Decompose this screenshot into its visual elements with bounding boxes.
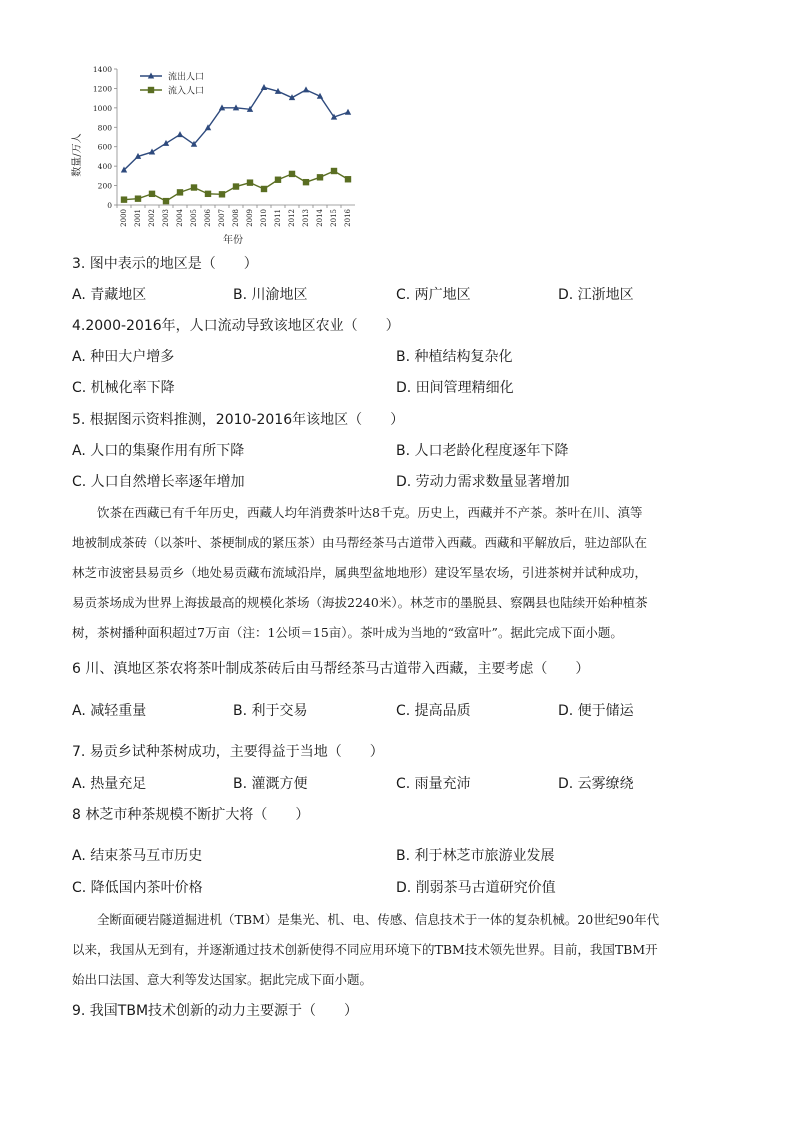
inflow-point xyxy=(177,189,183,195)
series-line-1 xyxy=(124,87,348,170)
x-tick-label: 2011 xyxy=(274,209,282,227)
chart-axes xyxy=(93,65,355,227)
passage-line: 全断面硬岩隧道掘进机（TBM）是集光、机、电、传感、信息技术于一体的复杂机械。20世纪90年代 xyxy=(72,912,660,927)
tea-passage xyxy=(72,498,720,648)
y-tick-label: 600 xyxy=(97,142,112,152)
q5-option-a[interactable]: A. 人口的集聚作用有所下降 xyxy=(72,443,245,459)
inflow-point xyxy=(261,186,267,192)
q6-option-d[interactable]: D. 便于储运 xyxy=(558,703,634,719)
q8-option-a[interactable]: A. 结束茶马互市历史 xyxy=(72,848,203,864)
question-7-stem: 7. 易贡乡试种茶树成功，主要得益于当地（ ） xyxy=(72,744,384,760)
inflow-point xyxy=(149,191,155,197)
legend-marker xyxy=(148,87,154,93)
q4-option-b[interactable]: B. 种植结构复杂化 xyxy=(396,349,513,365)
q5-option-d[interactable]: D. 劳动力需求数量显著增加 xyxy=(396,474,570,490)
inflow-point xyxy=(331,168,337,174)
inflow-point xyxy=(317,174,323,180)
outflow-point xyxy=(345,109,351,115)
q3-option-d[interactable]: D. 江浙地区 xyxy=(558,287,634,303)
question-5-stem: 5. 根据图示资料推测，2010-2016年该地区（ ） xyxy=(72,412,405,428)
x-tick-label: 2004 xyxy=(176,209,184,227)
q3-option-b[interactable]: B. 川渝地区 xyxy=(233,287,308,303)
chart-series xyxy=(121,84,351,204)
inflow-point xyxy=(219,191,225,197)
q8-option-c[interactable]: C. 降低国内茶叶价格 xyxy=(72,880,203,896)
x-tick-label: 2012 xyxy=(288,209,296,227)
y-tick-label: 1000 xyxy=(92,103,112,113)
question-9-stem: 9. 我国TBM技术创新的动力主要源于（ ） xyxy=(72,1003,359,1019)
question-6-stem: 6 川、滇地区茶农将茶叶制成茶砖后由马帮经茶马古道带入西藏，主要考虑（ ） xyxy=(72,661,590,677)
inflow-point xyxy=(247,179,253,185)
x-tick-label: 2005 xyxy=(190,209,198,227)
x-tick-label: 2009 xyxy=(246,209,254,227)
inflow-point xyxy=(289,171,295,177)
q8-option-d[interactable]: D. 削弱茶马古道研究价值 xyxy=(396,880,556,896)
question-4-stem: 4.2000-2016年，人口流动导致该地区农业（ ） xyxy=(72,318,400,334)
y-tick-label: 1400 xyxy=(92,65,112,74)
passage-line: 林芝市波密县易贡乡（地处易贡藏布流域沿岸，属典型盆地地形）建设军垦农场，引进茶树并试种成功， xyxy=(72,565,648,580)
question-3-stem: 3. 图中表示的地区是（ ） xyxy=(72,256,258,272)
y-tick-label: 1200 xyxy=(92,84,112,94)
y-tick-label: 200 xyxy=(97,181,112,191)
passage-line: 地被制成茶砖（以茶叶、茶梗制成的紧压茶）由马帮经茶马古道带入西藏。西藏和平解放后，驻边部队在 xyxy=(72,535,648,550)
x-tick-label: 2003 xyxy=(162,209,170,227)
inflow-point xyxy=(345,176,351,182)
q7-option-c[interactable]: C. 雨量充沛 xyxy=(396,776,471,792)
x-tick-label: 2008 xyxy=(232,209,240,227)
q7-option-a[interactable]: A. 热量充足 xyxy=(72,776,147,792)
passage-line: 以来，我国从无到有，并逐渐通过技术创新使得不同应用环境下的TBM技术领先世界。目前，我国TBM开 xyxy=(72,942,658,957)
x-tick-label: 2014 xyxy=(316,209,324,227)
tbm-passage xyxy=(72,905,720,995)
outflow-point xyxy=(177,131,183,137)
x-tick-label: 2000 xyxy=(120,209,128,227)
y-tick-label: 400 xyxy=(97,162,112,172)
q4-option-d[interactable]: D. 田间管理精细化 xyxy=(396,380,514,396)
q5-option-c[interactable]: C. 人口自然增长率逐年增加 xyxy=(72,474,245,490)
q7-option-d[interactable]: D. 云雾缭绕 xyxy=(558,776,634,792)
x-tick-label: 2002 xyxy=(148,209,156,227)
inflow-point xyxy=(121,196,127,202)
x-tick-label: 2016 xyxy=(344,209,352,227)
inflow-point xyxy=(233,183,239,189)
outflow-point xyxy=(261,84,267,90)
inflow-point xyxy=(275,177,281,183)
q4-option-c[interactable]: C. 机械化率下降 xyxy=(72,380,175,396)
x-axis-label: 年份 xyxy=(223,235,243,246)
x-tick-label: 2007 xyxy=(218,209,226,227)
inflow-point xyxy=(191,184,197,190)
inflow-point xyxy=(135,195,141,201)
chart-legend xyxy=(140,71,204,97)
passage-line: 树，茶树播种面积超过7万亩（注：1公顷＝15亩）。茶叶成为当地的“致富叶”。据此完成下面小题。 xyxy=(72,625,623,640)
inflow-point xyxy=(303,179,309,185)
q5-option-b[interactable]: B. 人口老龄化程度逐年下降 xyxy=(396,443,569,459)
y-tick-label: 800 xyxy=(97,123,112,133)
q3-option-c[interactable]: C. 两广地区 xyxy=(396,287,471,303)
y-tick-label: 0 xyxy=(107,201,112,210)
q6-option-b[interactable]: B. 利于交易 xyxy=(233,703,308,719)
y-axis-label: 数量/万人 xyxy=(72,133,83,177)
passage-line: 始出口法国、意大利等发达国家。据此完成下面小题。 xyxy=(72,972,373,987)
outflow-point xyxy=(149,149,155,155)
outflow-point xyxy=(163,140,169,146)
x-tick-label: 2006 xyxy=(204,209,212,227)
q8-option-b[interactable]: B. 利于林芝市旅游业发展 xyxy=(396,848,555,864)
outflow-point xyxy=(303,86,309,92)
question-8-stem: 8 林芝市种茶规模不断扩大将（ ） xyxy=(72,807,310,823)
inflow-point xyxy=(205,191,211,197)
passage-line: 易贡茶场成为世界上海拔最高的规模化茶场（海拔2240米）。林芝市的墨脱县、察隅县也陆续开始种植茶 xyxy=(72,595,648,610)
x-tick-label: 2010 xyxy=(260,209,268,227)
legend-label: 流出人口 xyxy=(168,72,205,83)
q6-option-c[interactable]: C. 提高品质 xyxy=(396,703,471,719)
q6-option-a[interactable]: A. 减轻重量 xyxy=(72,703,147,719)
x-tick-label: 2013 xyxy=(302,209,310,227)
x-tick-label: 2001 xyxy=(134,209,142,227)
x-tick-label: 2015 xyxy=(330,209,338,227)
q3-option-a[interactable]: A. 青藏地区 xyxy=(72,287,147,303)
passage-line: 饮茶在西藏已有千年历史，西藏人均年消费茶叶达8千克。历史上，西藏并不产茶。茶叶在川、滇等 xyxy=(72,505,643,520)
inflow-point xyxy=(163,198,169,204)
legend-label: 流入人口 xyxy=(168,86,205,97)
q7-option-b[interactable]: B. 灌溉方便 xyxy=(233,776,308,792)
population-flow-chart xyxy=(70,60,370,250)
q4-option-a[interactable]: A. 种田大户增多 xyxy=(72,349,175,365)
